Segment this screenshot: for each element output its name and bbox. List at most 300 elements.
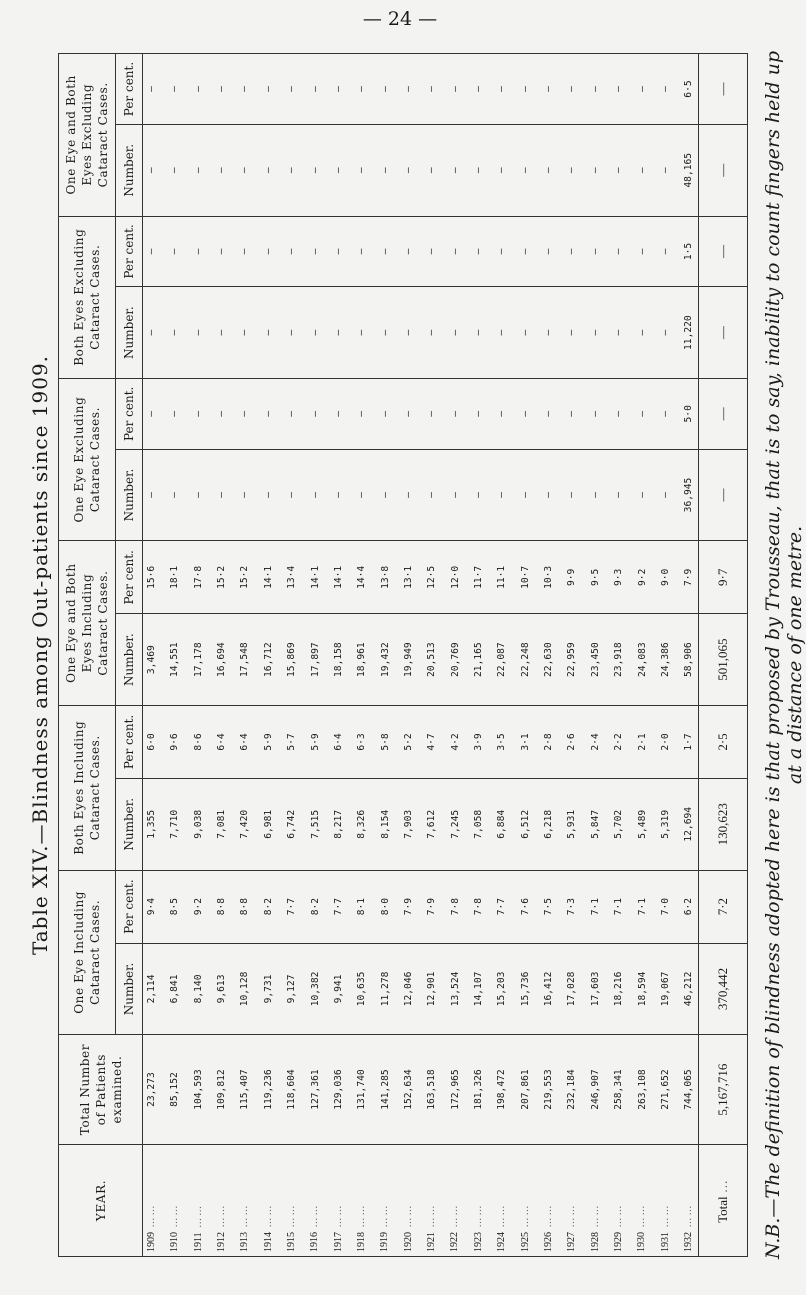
header-both-eyes-incl: Both Eyes Including Cataract Cases. [59,705,116,870]
cell-n1: 10,635 [356,971,368,1007]
cell-p2: 2·4 [589,733,601,751]
both-eyes-excl-number-column [143,287,699,378]
cell-n6: — [566,167,578,174]
cell-n3: 24,083 [636,642,648,677]
leader-dots: …… [449,1203,461,1232]
year-entry [380,1145,390,1252]
header-per-cent: Per cent. [116,54,143,125]
cell-n6: — [543,167,555,174]
leader-dots: …… [146,1203,157,1232]
cell-p1: 8·0 [379,897,391,916]
cell-p3: 13·4 [286,565,298,589]
cell-p6: — [636,86,648,92]
total-p1: 7·2 [699,870,748,943]
cell-n3: 22,959 [566,642,578,677]
cell-n4: — [309,492,321,498]
cell-year: 1914 [262,1232,274,1252]
cell-n4: 36,945 [683,477,695,513]
cell-p6: — [239,86,251,92]
cell-n3: 58,906 [683,642,695,677]
cell-n6: — [192,167,204,174]
cell-n1: 12,046 [402,971,414,1007]
cell-n1: 14,107 [473,971,485,1007]
cell-n3: 22,248 [519,642,531,677]
cell-n3: 19,432 [379,642,391,677]
cell-examined: 181,326 [473,1069,485,1110]
cell-n3: 21,165 [473,642,485,677]
cell-n6: — [519,167,531,174]
cell-n2: 7,710 [169,809,181,839]
cell-n5: — [659,329,671,336]
year-entry [240,1145,250,1252]
cell-year: 1928 [589,1232,601,1252]
cell-n6: — [496,167,508,174]
cell-year: 1931 [659,1232,671,1252]
cell-n5: — [449,329,461,336]
cell-p3: 12·0 [449,565,461,589]
cell-n3: 22,087 [496,642,508,677]
one-or-both-excl-number-column [143,125,699,216]
total-n2: 130,623 [699,779,748,870]
cell-p3: 10·7 [519,565,531,589]
cell-n6: — [473,167,485,174]
cell-p3: 15·2 [216,565,228,589]
cell-n6: — [309,167,321,174]
cell-p4: — [449,410,461,417]
cell-n2: 7,081 [216,809,228,839]
cell-p1: 7·8 [473,897,485,916]
cell-n5: 11,220 [683,315,695,350]
header-year: YEAR. [59,1144,143,1256]
cell-n6: — [332,167,344,174]
cell-n3: 19,949 [402,642,414,677]
cell-p3: 14·1 [309,565,321,589]
cell-n2: 7,515 [309,809,321,839]
cell-n5: — [566,329,578,336]
footnote: N.B.—The definition of blindness adopted here is that proposed by Trousseau, that is to say, inability to count fingers held up at a distance of one metre. [762,50,806,1260]
cell-n4: — [636,492,648,498]
cell-p2: 2·8 [543,733,555,751]
cell-n3: 17,897 [309,642,321,677]
cell-p1: 7·7 [332,897,344,916]
cell-p3: 17·8 [192,565,204,589]
cell-year: 1929 [612,1232,624,1252]
cell-p6: — [426,86,438,92]
cell-p3: 10·3 [543,565,555,589]
cell-n5: — [402,329,414,336]
header-total-examined: Total Number of Patients examined. [59,1035,143,1145]
cell-p2: 2·0 [659,733,671,751]
header-per-cent: Per cent. [116,216,143,287]
cell-examined: 219,553 [543,1069,555,1110]
cell-p5: — [146,248,157,255]
cell-n6: — [636,167,648,174]
year-entry [614,1145,624,1252]
cell-n2: 7,903 [402,809,414,839]
total-n1: 370,442 [699,943,748,1034]
year-entry [194,1145,204,1252]
cell-n4: — [659,492,671,498]
cell-p5: — [309,248,321,255]
cell-n5: — [636,329,648,336]
cell-p3: 15·6 [146,565,157,589]
cell-examined: 258,341 [613,1069,625,1110]
cell-year: 1930 [636,1232,648,1252]
cell-n2: 6,218 [543,809,555,839]
cell-p1: 7·1 [589,897,601,916]
cell-n3: 16,712 [262,642,274,677]
total-p4: — [699,378,748,449]
cell-n1: 9,731 [262,974,274,1004]
cell-p1: 7·5 [543,897,555,916]
cell-n6: — [402,167,414,174]
cell-p4: — [589,410,601,417]
cell-n4: — [473,492,485,498]
cell-n4: — [332,492,344,498]
cell-p1: 7·6 [519,897,531,916]
cell-p6: — [169,86,181,92]
cell-p6: — [659,86,671,92]
cell-n5: — [426,329,438,336]
cell-n2: 5,847 [589,809,601,839]
cell-n5: — [192,329,204,336]
cell-p6: — [519,86,531,92]
leader-dots: …… [659,1203,671,1232]
cell-n3: 20,513 [426,642,438,677]
cell-p3: 9·9 [566,568,578,586]
cell-n6: — [426,167,438,174]
year-entry [521,1145,531,1252]
cell-p5: — [449,248,461,255]
cell-n1: 18,594 [636,971,648,1007]
cell-p5: — [589,248,601,255]
cell-p4: — [659,410,671,417]
rotated-page-content [0,45,806,1265]
cell-n3: 22,630 [543,642,555,677]
header-per-cent: Per cent. [116,870,143,943]
cell-n2: 9,038 [192,809,204,839]
cell-examined: 109,812 [216,1069,228,1110]
header-number: Number. [116,287,143,378]
header-number: Number. [116,614,143,705]
leader-dots: …… [332,1203,344,1232]
cell-p6: — [216,86,228,92]
header-per-cent: Per cent. [116,705,143,778]
cell-n3: 23,450 [589,642,601,677]
cell-p2: 3·5 [496,733,508,751]
cell-n2: 6,512 [519,809,531,839]
cell-year: 1919 [379,1232,391,1252]
cell-examined: 246,907 [589,1069,601,1110]
cell-year: 1910 [169,1232,181,1252]
cell-p3: 7·9 [683,568,695,586]
both-eyes-excl-percent-column [143,216,699,287]
cell-examined: 263,108 [636,1069,648,1110]
cell-p3: 14·4 [356,565,368,589]
cell-n1: 11,278 [379,971,391,1007]
cell-p1: 7·9 [402,897,414,916]
cell-p4: — [543,410,555,417]
cell-p4: — [496,410,508,417]
header-one-eye-excl: One Eye Excluding Cataract Cases. [59,378,116,540]
year-entry [450,1145,460,1252]
cell-p6: — [146,86,157,92]
cell-p4: — [566,410,578,417]
cell-p2: 3·1 [519,733,531,751]
cell-p6: — [286,86,298,92]
cell-examined: 141,285 [379,1069,391,1110]
cell-n3: 18,158 [332,642,344,677]
cell-n6: — [239,167,251,174]
cell-p1: 8·2 [309,897,321,916]
cell-n5: — [262,329,274,336]
cell-p3: 15·2 [239,565,251,589]
cell-p6: — [473,86,485,92]
one-eye-incl-number-column [143,943,699,1034]
cell-examined: 163,518 [426,1069,438,1110]
cell-n5: — [332,329,344,336]
cell-n4: — [613,492,625,498]
cell-n1: 9,127 [286,974,298,1004]
cell-n1: 13,524 [449,971,461,1007]
cell-year: 1918 [356,1232,368,1252]
cell-p6: — [309,86,321,92]
cell-n4: — [169,492,181,498]
year-entry [334,1145,344,1252]
cell-n4: — [426,492,438,498]
cell-p1: 7·0 [659,897,671,916]
cell-year: 1915 [286,1232,298,1252]
total-n6: — [699,125,748,216]
total-p5: — [699,216,748,287]
leader-dots: …… [356,1203,368,1232]
cell-year: 1917 [332,1232,344,1252]
total-p3: 9·7 [699,541,748,614]
year-entry [147,1145,157,1252]
cell-examined: 271,652 [659,1069,671,1110]
cell-examined: 232,184 [566,1069,578,1110]
cell-n4: — [192,492,204,498]
cell-n1: 19,067 [659,971,671,1007]
cell-examined: 85,152 [169,1072,181,1107]
cell-p2: 5·9 [309,733,321,751]
year-entry [497,1145,507,1252]
cell-n4: — [356,492,368,498]
year-entry [637,1145,647,1252]
cell-p6: — [543,86,555,92]
leader-dots: …… [426,1203,438,1232]
cell-p2: 5·8 [379,733,391,751]
cell-p6: — [613,86,625,92]
year-entry [474,1145,484,1252]
cell-p2: 6·3 [356,733,368,751]
cell-p5: — [379,248,391,255]
cell-n5: — [146,329,157,336]
cell-examined: 744,065 [683,1069,695,1110]
header-group-row [59,54,116,1257]
cell-p4: — [332,410,344,417]
total-label: Total … [699,1144,748,1256]
cell-year: 1924 [496,1232,508,1252]
cell-n5: — [309,329,321,336]
cell-n4: — [146,492,157,498]
cell-n5: — [473,329,485,336]
cell-n4: — [589,492,601,498]
cell-p5: — [356,248,368,255]
year-entry [287,1145,297,1252]
cell-p2: 2·6 [566,733,578,751]
cell-n5: — [543,329,555,336]
cell-p1: 7·1 [636,897,648,916]
cell-n3: 18,961 [356,642,368,677]
cell-n2: 7,612 [426,809,438,839]
total-n4: — [699,449,748,540]
cell-p3: 14·1 [262,565,274,589]
cell-p2: 8·6 [192,733,204,751]
cell-n2: 7,058 [473,809,485,839]
cell-year: 1920 [402,1232,414,1252]
cell-n5: — [286,329,298,336]
cell-n2: 5,489 [636,809,648,839]
cell-n2: 8,217 [332,809,344,839]
cell-n1: 18,216 [613,971,625,1007]
one-or-both-incl-percent-column [143,541,699,614]
leader-dots: …… [566,1203,578,1232]
cell-n4: — [216,492,228,498]
leader-dots: …… [589,1203,601,1232]
total-examined: 5,167,716 [699,1035,748,1145]
leader-dots: …… [192,1203,204,1233]
cell-n1: 6,841 [169,974,181,1004]
cell-n3: 14,551 [169,642,181,677]
cell-n5: — [356,329,368,336]
header-number: Number. [116,125,143,216]
cell-n2: 6,884 [496,809,508,839]
cell-year: 1923 [472,1232,484,1252]
cell-examined: 104,593 [192,1069,204,1110]
cell-year: 1932 [682,1232,694,1252]
cell-n6: 48,165 [683,152,695,188]
cell-p1: 7·3 [566,897,578,916]
header-per-cent: Per cent. [116,378,143,449]
table-title: Table XIV.—Blindness among Out-patients since 1909. [28,354,52,956]
cell-p1: 7·7 [496,897,508,916]
cell-year: 1925 [519,1232,531,1252]
cell-examined: 172,965 [449,1069,461,1110]
cell-n5: — [216,329,228,336]
cell-p4: — [426,410,438,417]
cell-n2: 1,355 [146,809,157,839]
year-entry [661,1145,671,1252]
cell-p1: 6·2 [683,897,695,916]
total-n5: — [699,287,748,378]
cell-p4: — [192,410,204,417]
cell-p6: — [332,86,344,92]
examined-column [143,1035,699,1145]
leader-dots: …… [309,1203,321,1232]
cell-n4: — [262,492,274,498]
year-entry [567,1145,577,1252]
one-eye-excl-percent-column [143,378,699,449]
cell-p2: 4·2 [449,733,461,751]
cell-p2: 9·6 [169,733,181,751]
cell-p4: — [239,410,251,417]
cell-n6: — [379,167,391,174]
cell-n6: — [216,167,228,174]
cell-p1: 8·2 [262,897,274,916]
cell-p2: 6·4 [332,733,344,751]
header-one-or-both-incl: One Eye and Both Eyes Including Cataract Cases. [59,541,116,706]
cell-n1: 16,412 [543,971,555,1007]
total-n3: 501,065 [699,614,748,705]
cell-p5: — [192,248,204,255]
cell-p4: — [636,410,648,417]
cell-p2: 6·0 [146,733,157,751]
cell-p5: — [239,248,251,255]
cell-examined: 23,273 [146,1072,157,1107]
cell-p4: — [356,410,368,417]
cell-p1: 7·8 [449,897,461,916]
cell-n5: — [239,329,251,336]
cell-n2: 7,420 [239,809,251,839]
cell-p5: — [519,248,531,255]
one-or-both-excl-percent-column [143,54,699,125]
cell-n1: 9,613 [216,974,228,1004]
cell-p5: — [566,248,578,255]
cell-p1: 9·4 [146,897,157,916]
cell-p4: — [402,410,414,417]
cell-p3: 11·1 [496,565,508,589]
cell-n2: 12,694 [683,806,695,842]
cell-n2: 5,931 [566,809,578,839]
one-eye-incl-percent-column [143,870,699,943]
cell-examined: 129,036 [332,1069,344,1110]
cell-n3: 16,694 [216,642,228,677]
data-body-row [143,54,699,1257]
cell-n4: — [543,492,555,498]
year-entry [591,1145,601,1252]
cell-p5: — [169,248,181,255]
cell-p6: — [589,86,601,92]
leader-dots: …… [239,1203,251,1232]
cell-n2: 5,702 [613,809,625,839]
cell-year: 1916 [309,1232,321,1252]
cell-p2: 2·2 [613,733,625,751]
cell-n5: — [519,329,531,336]
cell-n6: — [449,167,461,174]
cell-n5: — [613,329,625,336]
cell-p2: 2·1 [636,733,648,751]
cell-p5: — [636,248,648,255]
cell-p3: 12·5 [426,565,438,589]
cell-p4: — [613,410,625,417]
header-number: Number. [116,943,143,1034]
cell-p5: — [473,248,485,255]
cell-p5: — [613,248,625,255]
leader-dots: …… [262,1203,274,1232]
cell-n2: 7,245 [449,809,461,839]
cell-p4: — [286,410,298,417]
year-entry [264,1145,274,1252]
cell-n2: 6,981 [262,809,274,839]
cell-n6: — [262,167,274,174]
cell-n2: 8,326 [356,809,368,839]
cell-n3: 17,178 [192,642,204,677]
cell-n1: 46,212 [683,971,695,1007]
cell-n6: — [659,167,671,174]
header-one-or-both-excl: One Eye and Both Eyes Excluding Cataract Cases. [59,54,116,217]
cell-p2: 4·7 [426,733,438,751]
